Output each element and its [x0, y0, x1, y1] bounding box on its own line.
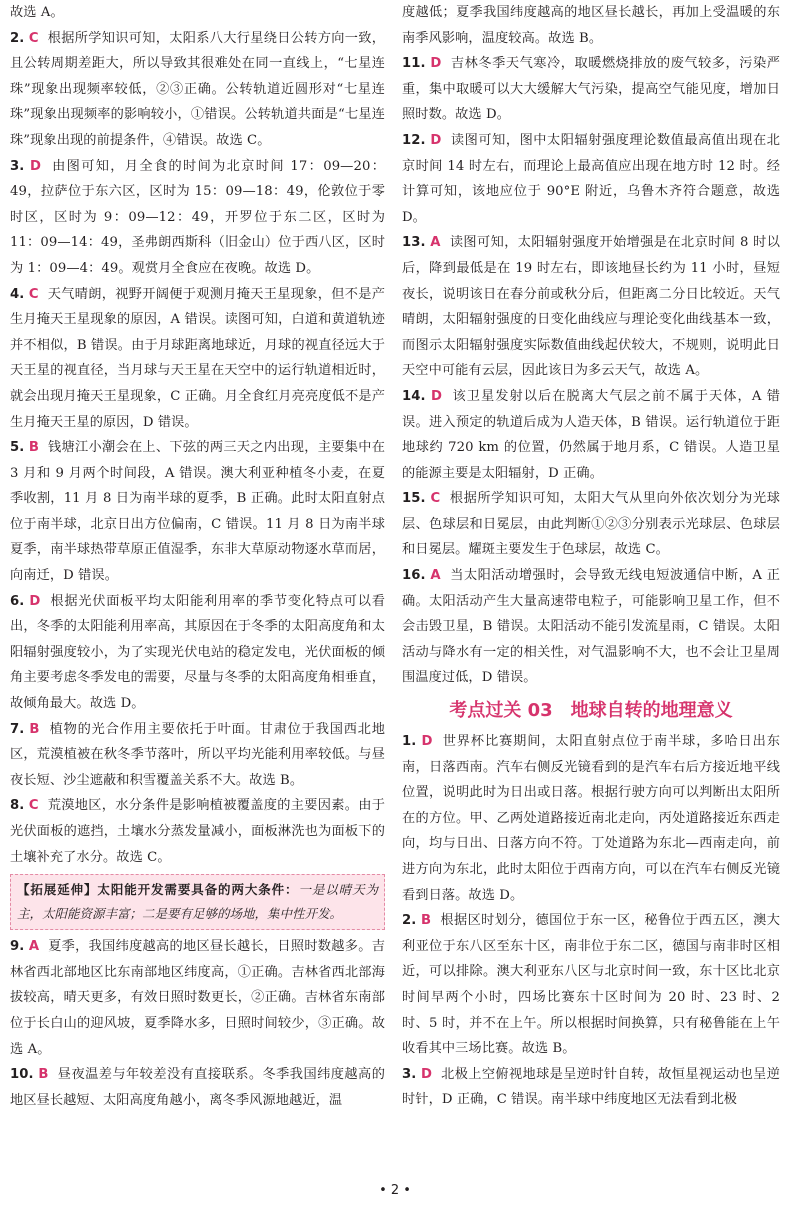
item-number: 7.: [10, 721, 25, 737]
answer-letter: C: [28, 30, 39, 46]
answer-item: [402, 51, 780, 128]
answer-letter: D: [29, 158, 41, 174]
right-column: [402, 0, 780, 1113]
explanation-text: 植物的光合作用主要依托于叶面。甘肃位于我国西北地区，荒漠植被在秋冬季节落叶，所以平均光能利用率较低。与昼夜长短、沙尘遮蔽和积雪覆盖关系不大。故选 B。: [10, 721, 385, 788]
item-number: 8.: [10, 798, 25, 814]
item-number: 3.: [402, 1066, 417, 1082]
item-number: 14.: [402, 388, 426, 404]
continued-text-right: 度越低；夏季我国纬度越高的地区昼长越长，再加上受温暖的东南季风影响，温度较高。故选 B。: [402, 5, 780, 46]
explanation-text: 荒漠地区，水分条件是影响植被覆盖度的主要因素。由于光伏面板的遮挡，土壤水分蒸发量减小，面板淋洗也为面板下的土壤补充了水分。故选 C。: [10, 798, 385, 865]
item-number: 2.: [402, 913, 417, 929]
explanation-text: 读图可知，太阳辐射强度开始增强是在北京时间 8 时以后，降到最低是在 19 时左右，即该地昼长约为 11 小时，昼短夜长，说明该日在春分前或秋分后，但距离二分日比较近。天气晴朗，太阳辐射强度的日变化曲线应与理论变化曲线基本一致，而图示太阳辐射强度实际数值曲线起伏较大，不规则，说明此日天空中可能有云层，因此该日为多云天气，故选 A。: [402, 235, 780, 379]
explanation-text: 由图可知，月全食的时间为北京时间 17：09—20：49，拉萨位于东六区，区时为 15：09—18：49，伦敦位于零时区，区时为 9：09—12：49，开罗位于东二区，区时为 11：09—14：49，圣弗朗西斯科（旧金山）位于西八区，区时为 1：09—4：49。观赏月全食应在夜晚。故选 D。: [10, 158, 385, 276]
answer-item: [402, 1062, 780, 1113]
explanation-text: 当太阳活动增强时，会导致无线电短波通信中断，A 正确。太阳活动产生大量高速带电粒子，可能影响卫星工作，但不会击毁卫星，B 错误。太阳活动不能引发流星雨，C 错误。太阳活动与降水有一定的相关性，对气温影响不大，也不会让卫星周围温度过低，D 错误。: [402, 568, 781, 686]
item-number: 4.: [10, 286, 25, 302]
answer-item: [10, 793, 385, 870]
explanation-text: 根据光伏面板平均太阳能利用率的季节变化特点可以看出，冬季的太阳能利用率高，其原因在于冬季的太阳高度角和太阳辐射强度较小，为了实现光伏电站的稳定发电，光伏面板的倾角主要考虑冬季发电的需要，尽量与冬季的太阳高度角相垂直，故倾角最大。故选 D。: [10, 593, 385, 712]
answer-item: [10, 934, 385, 1062]
answer-letter: B: [421, 913, 432, 929]
answer-letter: C: [28, 286, 39, 302]
item-number: 6.: [10, 593, 25, 609]
answer-item: [10, 717, 385, 794]
explanation-text: 北极上空俯视地球是呈逆时针自转，故恒星视运动也呈逆时针，D 正确，C 错误。南半球中纬度地区无法看到北极: [402, 1066, 780, 1108]
explanation-text: 吉林冬季天气寒冷，取暖燃烧排放的废气较多，污染严重，集中取暖可以大大缓解大气污染，提高空气能见度，增加日照时数。故选 D。: [402, 56, 780, 123]
answer-letter: B: [28, 440, 40, 456]
explanation-text: 天气晴朗，视野开阔便于观测月掩天王星现象，但不是产生月掩天王星现象的原因，A 错误。读图可知，白道和黄道轨迹并不相似，B 错误。由于月球距离地球近，月球的视直径远大于天王星的视直径，当月球与天王星在天空中的运行轨道相近时，就会出现月掩天王星现象，C 正确。月全食红月亮亮度低不是产生月掩天王星的原因，D 错误。: [10, 286, 385, 430]
explanation-text: 世界杯比赛期间，太阳直射点位于南半球，多哈日出东南，日落西南。汽车右侧反光镜看到的是汽车右后方接近地平线位置，说明此时为日出或日落。根据行驶方向可以判断出太阳所在的方位。甲、乙两处道路接近南北走向，丙处道路接近东西走向，均与日出、日落方向不符。丁处道路为东北—西南走向，前进方向为东北，此时太阳位于西南方向，可以在汽车右侧反光镜看到日落。故选 D。: [402, 734, 780, 903]
answer-letter: C: [430, 491, 441, 507]
answer-letter: D: [420, 1066, 433, 1082]
extension-body: 一是以晴天为主，太阳能资源丰富；二是要有足够的场地，集中性开发。: [17, 882, 378, 922]
explanation-text: 根据所学知识可知，太阳系八大行星绕日公转方向一致，且公转周期差距大，所以导致其很难处在同一直线上，“七星连珠”现象出现频率较低，②③正确。公转轨道近圆形对“七星连珠”现象出现频率的影响较小，①错误。公转轨道共面是“七星连珠”现象出现的前提条件，④错误。故选 C。: [10, 30, 385, 148]
answer-item: [402, 230, 780, 384]
item-number: 12.: [402, 132, 426, 148]
explanation-text: 根据区时划分，德国位于东一区，秘鲁位于西五区，澳大利亚位于东八区至东十区，南非位于东二区，德国与南非时区相近，可以排除。澳大利亚东八区与北京时间一致，东十区比北京时间早两个小时，四场比赛东十区时间为 20 时、23 时、2 时、5 时，并不在上午。所以根据时间换算，只有秘鲁能在上午收看其中三场比赛。故选 B。: [402, 913, 781, 1057]
answer-letter: A: [430, 235, 441, 251]
answer-item: [10, 1062, 385, 1113]
answer-letter: D: [430, 388, 442, 404]
item-number: 16.: [402, 568, 426, 584]
answer-letter: D: [430, 132, 442, 148]
left-column: [10, 0, 385, 1113]
answer-item: [402, 908, 780, 1062]
explanation-text: 根据所学知识可知，太阳大气从里向外依次划分为光球层、色球层和日冕层，由此判断①②③分别表示光球层、色球层和日冕层。耀斑主要发生于色球层，故选 C。: [402, 491, 781, 558]
item-number: 10.: [10, 1067, 34, 1083]
answer-item: [402, 563, 780, 691]
answer-item: [10, 154, 385, 282]
answer-letter: D: [430, 56, 442, 72]
answer-item: [10, 435, 385, 589]
answer-letter: D: [29, 593, 41, 609]
answer-item: [402, 384, 780, 486]
item-number: 15.: [402, 491, 426, 507]
explanation-text: 读图可知，图中太阳辐射强度理论数值最高值出现在北京时间 14 时左右，而理论上最高值应出现在地方时 12 时。经计算可知，该地应位于 90°E 附近，乌鲁木齐符合题意，故选 D。: [402, 132, 780, 225]
answer-letter: D: [421, 734, 433, 750]
answer-letter: C: [28, 798, 39, 814]
item-number: 9.: [10, 939, 25, 955]
answer-item: [402, 128, 780, 230]
item-number: 11.: [402, 56, 426, 72]
answer-letter: B: [29, 721, 40, 737]
item-number: 3.: [10, 158, 25, 174]
extension-note-box: [10, 874, 385, 930]
answer-letter: A: [430, 568, 441, 584]
explanation-text: 钱塘江小潮会在上、下弦的两三天之内出现，主要集中在 3 月和 9 月两个时间段，A 错误。澳大利亚种植冬小麦，在夏季收割，11 月 8 日为南半球的夏季，B 正确。此时太阳直射点位于南半球，北京日出方位偏南，C 错误。11 月 8 日为南半球夏季，南半球热带草原正值湿季，东非大草原动物逐水草而居，向南迁，D 错误。: [10, 440, 385, 584]
item-number: 13.: [402, 235, 426, 251]
answer-item: [402, 486, 780, 563]
continued-text-left: 故选 A。: [10, 5, 64, 20]
explanation-text: 昼夜温差与年较差没有直接联系。冬季我国纬度越高的地区昼长越短、太阳高度角越小，离冬季风源地越近，温: [10, 1067, 385, 1108]
answer-letter: A: [28, 939, 40, 955]
item-number: 1.: [402, 734, 417, 750]
answer-item: [10, 282, 385, 436]
item-number: 2.: [10, 30, 25, 46]
answer-letter: B: [38, 1067, 49, 1083]
answer-item: [10, 26, 385, 154]
explanation-text: 夏季，我国纬度越高的地区昼长越长，日照时数越多。吉林省西北部地区比东南部地区纬度高，①正确。吉林省西北部海拔较高，晴天更多，有效日照时数更长，②正确。吉林省东南部位于长白山的迎风坡，夏季降水多，日照时间较少，③正确。故选 A。: [10, 939, 386, 1057]
answer-item: [402, 729, 780, 908]
answer-item: [10, 589, 385, 717]
explanation-text: 该卫星发射以后在脱离大气层之前不属于天体，A 错误。进入预定的轨道后成为人造天体，B 错误。运行轨道位于距地球约 720 km 的位置，仍然属于地月系，C 错误。人造卫星的能源主要是太阳辐射，D 正确。: [402, 388, 780, 481]
page-number: • 2 •: [379, 1183, 411, 1198]
extension-tag: 【拓展延伸】太阳能开发需要具备的两大条件：: [17, 882, 299, 898]
section-heading: 考点过关 03 地球自转的地理意义: [449, 700, 733, 722]
item-number: 5.: [10, 440, 25, 456]
